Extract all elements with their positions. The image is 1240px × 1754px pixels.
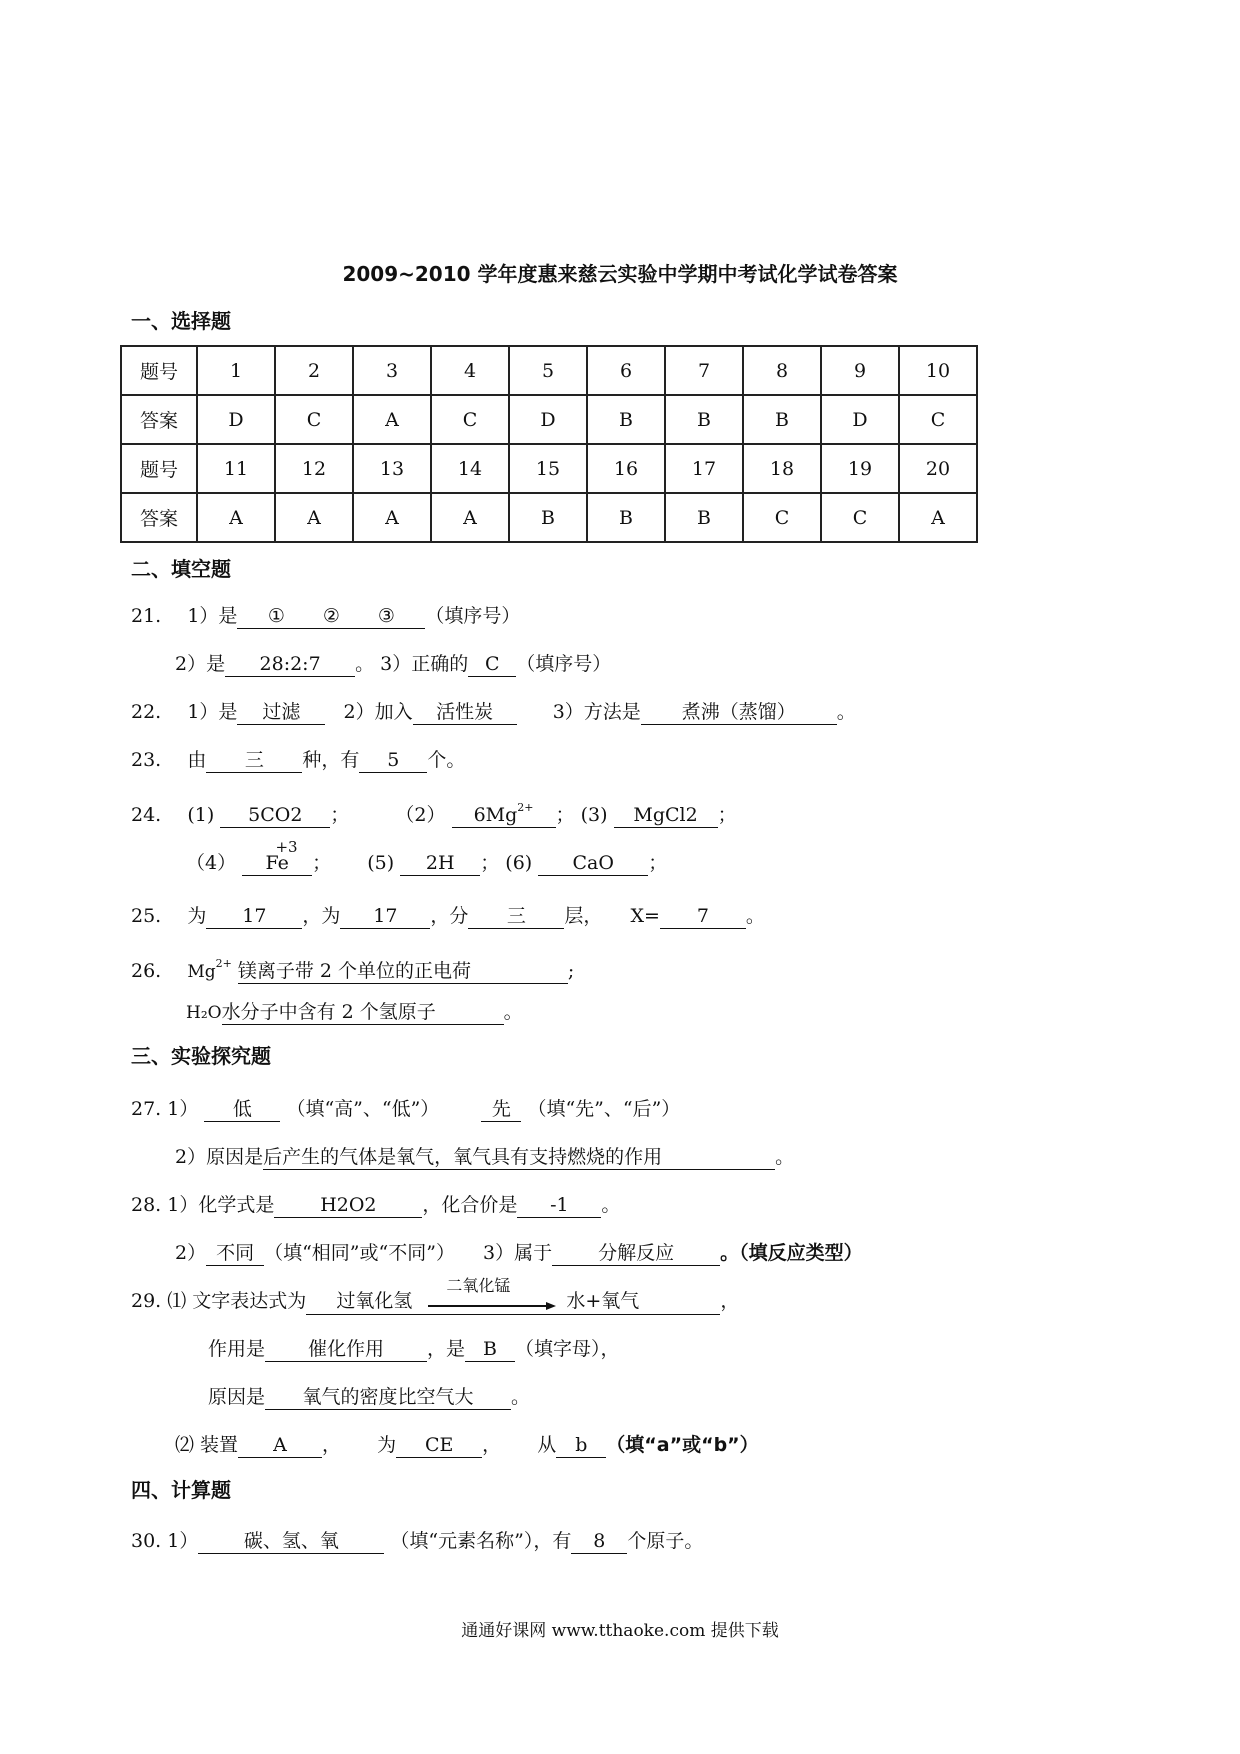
table-cell: 18 [743, 444, 821, 493]
answer-text: ① [267, 605, 285, 627]
question-number: 25. [131, 905, 162, 927]
table-cell: A [431, 493, 509, 542]
table-cell: B [509, 493, 587, 542]
prompt-text: ，分 [430, 905, 469, 927]
answer-blank [452, 796, 556, 828]
prompt-text: 。 3）正确的 [355, 653, 469, 675]
table-cell: B [665, 493, 743, 542]
question-number: 30. [131, 1530, 162, 1552]
prompt-text: 3）方法是 [552, 701, 641, 723]
answer-blank: b [556, 1433, 606, 1458]
prompt-text: 1）是 [187, 605, 238, 627]
table-cell: B [743, 395, 821, 444]
answer-blank: B [465, 1337, 515, 1362]
table-row [121, 395, 977, 444]
answer-blank [242, 838, 312, 876]
table-cell: 16 [587, 444, 665, 493]
prompt-text: ; [567, 960, 575, 982]
question-25 [131, 903, 765, 929]
table-cell: C [431, 395, 509, 444]
table-cell: C [899, 395, 977, 444]
prompt-text: ， [720, 1290, 740, 1312]
table-cell: 11 [197, 444, 275, 493]
prompt-text: (6) [505, 852, 533, 874]
page-title: 2009~2010 学年度惠来慈云实验中学期中考试化学试卷答案 [342, 262, 898, 286]
catalyst-label: 二氧化锰 [446, 1276, 511, 1295]
prompt-text: ⑵ 装置 [175, 1434, 239, 1456]
table-cell: 14 [431, 444, 509, 493]
valence-text: +3 [275, 838, 298, 856]
table-cell: 15 [509, 444, 587, 493]
table-cell: D [821, 395, 899, 444]
prompt-text: 。 [601, 1194, 621, 1216]
table-cell: 7 [665, 346, 743, 395]
prompt-text: ，为 [302, 905, 341, 927]
prompt-text: 2）加入 [343, 701, 413, 723]
answer-blank: 先 [481, 1097, 521, 1122]
answer-blank: 氧气的密度比空气大 [265, 1385, 511, 1410]
prompt-text: 。 [775, 1146, 795, 1168]
prompt-text: ， [322, 1434, 342, 1456]
question-number: 29. [131, 1290, 162, 1312]
table-row-label: 答案 [121, 395, 197, 444]
answer-text: 过氧化氢 [336, 1290, 413, 1312]
answer-blank: 28:2:7 [225, 652, 355, 677]
answer-text: 6Mg [473, 804, 518, 826]
prompt-text: ，化合价是 [422, 1194, 518, 1216]
prompt-text: 作用是 [208, 1338, 266, 1360]
prompt-text: （填“先”、“后”） [527, 1098, 681, 1120]
question-24-line-2 [186, 838, 668, 876]
section-heading-calculation: 四、计算题 [131, 1478, 231, 1502]
prompt-text: 。（填反应类型） [720, 1242, 863, 1264]
table-cell: B [587, 395, 665, 444]
question-29-line-4 [175, 1432, 759, 1458]
question-number: 21. [131, 605, 162, 627]
table-cell: 8 [743, 346, 821, 395]
question-27-line-2 [175, 1144, 794, 1170]
prompt-text: ； [330, 804, 350, 826]
answer-blank: 碳、氢、氧 [198, 1529, 384, 1554]
prompt-text: （2） [395, 804, 446, 826]
question-27-line-1 [131, 1096, 680, 1122]
prompt-text: ； [480, 852, 500, 874]
answer-blank: 7 [660, 904, 746, 929]
table-cell: D [197, 395, 275, 444]
table-cell: C [275, 395, 353, 444]
table-cell: 20 [899, 444, 977, 493]
table-cell: A [353, 395, 431, 444]
answer-blank: 2H [400, 851, 480, 876]
question-30 [131, 1528, 703, 1554]
prompt-text: (5) [367, 852, 395, 874]
table-cell: A [899, 493, 977, 542]
prompt-text: 。 [836, 701, 856, 723]
answer-blank: CaO [538, 851, 648, 876]
prompt-text: 1）化学式是 [167, 1194, 275, 1216]
prompt-text: 3）属于 [483, 1242, 553, 1264]
prompt-text: ； [555, 804, 575, 826]
table-cell: 12 [275, 444, 353, 493]
prompt-text: （填“元素名称”），有 [390, 1530, 572, 1552]
answer-blank: 5CO2 [220, 803, 330, 828]
table-cell: 6 [587, 346, 665, 395]
question-number: 28. [131, 1194, 162, 1216]
question-28-line-1 [131, 1192, 620, 1218]
table-cell: B [665, 395, 743, 444]
table-cell: 1 [197, 346, 275, 395]
answer-blank: 煮沸（蒸馏） [641, 700, 837, 725]
prompt-text: 2）是 [175, 653, 226, 675]
prompt-text: 。 [503, 1001, 523, 1023]
section-heading-fill: 二、填空题 [131, 557, 231, 581]
section-heading-choice: 一、选择题 [131, 309, 231, 333]
valence-mark [265, 838, 298, 875]
answer-text: ③ [377, 605, 395, 627]
answer-blank: 后产生的气体是氧气，氧气具有支持燃烧的作用 [263, 1145, 775, 1170]
table-row [121, 493, 977, 542]
question-23 [131, 747, 465, 773]
prompt-text: （填序号） [425, 605, 521, 627]
answer-text: ② [322, 605, 340, 627]
answer-blank: 三 [206, 748, 302, 773]
prompt-text: （填“高”、“低”） [286, 1098, 440, 1120]
answer-blank: C [468, 652, 516, 677]
prompt-text: （填字母）， [515, 1338, 620, 1360]
table-cell: A [353, 493, 431, 542]
prompt-text: 为 [187, 905, 207, 927]
prompt-text: （填“a”或“b”） [606, 1434, 759, 1456]
prompt-text: 种，有 [302, 749, 360, 771]
footer-credit: 通通好课网 www.tthaoke.com 提供下载 [461, 1621, 779, 1641]
table-cell: 5 [509, 346, 587, 395]
prompt-text: ，是 [427, 1338, 466, 1360]
section-heading-experiment: 三、实验探究题 [131, 1044, 271, 1068]
prompt-text: ； [648, 852, 668, 874]
answer-blank: 不同 [206, 1241, 264, 1266]
prompt-text: 个原子。 [627, 1530, 704, 1552]
prompt-text: （4） [186, 852, 237, 874]
table-row [121, 444, 977, 493]
prompt-text: 从 [537, 1434, 557, 1456]
question-number: 22. [131, 701, 162, 723]
table-row-label: 题号 [121, 346, 197, 395]
arrow-icon [428, 1302, 556, 1312]
prompt-text: ⑴ 文字表达式为 [167, 1290, 307, 1312]
answer-blank: A [238, 1433, 322, 1458]
prompt-text: 个。 [427, 749, 466, 771]
question-number: 23. [131, 749, 162, 771]
question-24-line-1 [131, 796, 737, 828]
prompt-text: （填“相同”或“不同”） [264, 1242, 455, 1264]
prompt-text: 1） [167, 1098, 199, 1120]
prompt-text: 1） [167, 1530, 199, 1552]
charge-superscript: 2+ [517, 801, 534, 814]
table-cell: 10 [899, 346, 977, 395]
question-29-line-2 [208, 1336, 620, 1362]
answer-blank: 分解反应 [552, 1241, 720, 1266]
table-cell: 2 [275, 346, 353, 395]
reaction-arrow [428, 1276, 556, 1314]
prompt-text: 层， [564, 905, 603, 927]
answer-blank: 过滤 [237, 700, 325, 725]
question-29-line-3 [208, 1384, 530, 1410]
table-cell: 3 [353, 346, 431, 395]
question-21-line-1 [131, 603, 520, 629]
question-29-line-1 [131, 1276, 740, 1315]
answer-blank: 8 [571, 1529, 627, 1554]
prompt-text: 。 [511, 1386, 531, 1408]
ion-symbol [187, 957, 232, 982]
table-row-label: 答案 [121, 493, 197, 542]
table-cell: 17 [665, 444, 743, 493]
prompt-text: 由 [187, 749, 207, 771]
answer-blank: 17 [340, 904, 430, 929]
prompt-text: ， [482, 1434, 502, 1456]
prompt-text: 为 [377, 1434, 397, 1456]
question-number: 26. [131, 960, 162, 982]
table-cell: 13 [353, 444, 431, 493]
answer-blank: 低 [204, 1097, 280, 1122]
prompt-text: ； [717, 804, 737, 826]
prompt-text: （填序号） [516, 653, 612, 675]
answer-blank [237, 604, 425, 629]
prompt-text: 原因是 [208, 1386, 266, 1408]
question-number: 24. [131, 804, 162, 826]
table-cell: B [587, 493, 665, 542]
answer-text: 水+氧气 [566, 1290, 640, 1312]
answer-blank: H2O2 [274, 1193, 422, 1218]
question-26-line-1 [131, 951, 574, 985]
answer-blank: -1 [517, 1193, 601, 1218]
table-row [121, 346, 977, 395]
prompt-text: 。 [745, 905, 765, 927]
answer-table [120, 345, 978, 543]
question-28-line-2 [175, 1240, 863, 1266]
table-row-label: 题号 [121, 444, 197, 493]
question-number: 27. [131, 1098, 162, 1120]
prompt-text: ； [312, 852, 332, 874]
table-cell: 9 [821, 346, 899, 395]
prompt-text: 1）是 [187, 701, 238, 723]
prompt-text: (3) [580, 804, 608, 826]
prompt-text: (1) [187, 804, 215, 826]
question-21-line-2 [175, 651, 611, 677]
answer-blank: 水分子中含有 2 个氢原子 [222, 1000, 504, 1025]
answer-blank: CE [396, 1433, 482, 1458]
table-cell: C [743, 493, 821, 542]
answer-blank: 催化作用 [265, 1337, 427, 1362]
prompt-text: 2） [175, 1242, 207, 1264]
ion-text: Mg [187, 962, 216, 982]
answer-text: Fe [265, 852, 289, 874]
table-cell: A [275, 493, 353, 542]
charge-superscript: 2+ [215, 957, 232, 970]
answer-blank: 5 [359, 748, 427, 773]
table-cell: 4 [431, 346, 509, 395]
answer-blank: MgCl2 [614, 803, 718, 828]
table-cell: 19 [821, 444, 899, 493]
answer-blank: 17 [206, 904, 302, 929]
table-cell: C [821, 493, 899, 542]
molecule-formula: H₂O [186, 1003, 222, 1023]
answer-blank: 三 [468, 904, 564, 929]
prompt-text: 2）原因是 [175, 1146, 264, 1168]
answer-blank [306, 1276, 720, 1315]
table-cell: A [197, 493, 275, 542]
table-cell: D [509, 395, 587, 444]
question-26-line-2 [186, 999, 523, 1026]
prompt-text: X= [630, 905, 660, 927]
answer-blank: 镁离子带 2 个单位的正电荷 [238, 959, 568, 984]
question-22 [131, 699, 856, 725]
answer-blank: 活性炭 [413, 700, 517, 725]
